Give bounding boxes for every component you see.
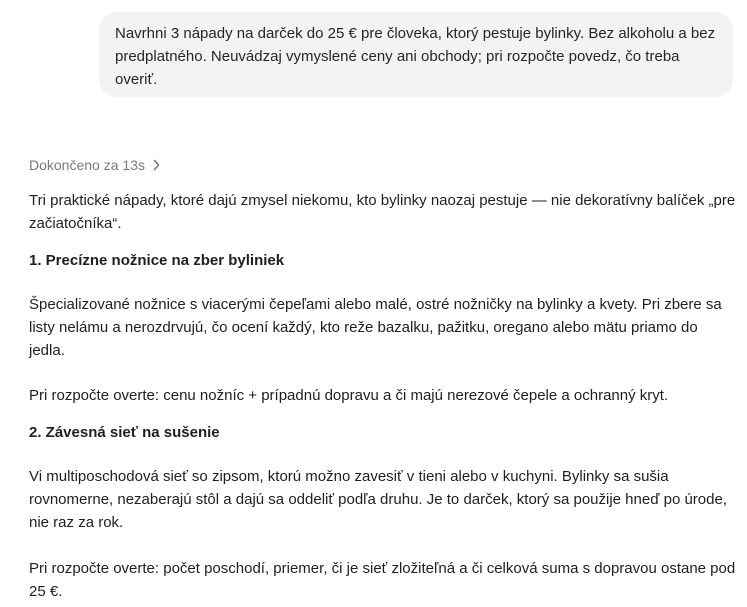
budget-check-1: Pri rozpočte overte: cenu nožníc + prípadnú dopravu a či majú nerezové čepele a ochranný kryt. bbox=[29, 387, 669, 404]
assistant-intro: Tri praktické nápady, ktoré dajú zmysel niekomu, kto bylinky naozaj pestuje — nie dekoratívny balíček „pre začiatočníka“. bbox=[29, 192, 736, 232]
user-message-bubble: Navrhni 3 nápady na darček do 25 € pre človeka, ktorý pestuje bylinky. Bez alkoholu a bez predplatného. Neuvádzaj vymyslené ceny ani obchody; pri rozpočte povedz, čo treba overiť. bbox=[99, 12, 733, 97]
thinking-status-toggle[interactable] bbox=[29, 154, 161, 176]
gift-heading-2: 2. Závesná sieť na sušenie bbox=[29, 424, 220, 441]
chevron-right-icon bbox=[152, 159, 161, 171]
gift-heading-1: 1. Precízne nožnice na zber byliniek bbox=[29, 252, 285, 269]
budget-check-2: Pri rozpočte overte: počet poschodí, priemer, či je sieť zložiteľná a či celková suma s dopravou ostane pod 25 €. bbox=[29, 560, 736, 600]
gift-description-1: Špecializované nožnice s viacerými čepeľami alebo malé, ostré nožničky na bylinky a kvety. Pri zbere sa listy nelámu a nerozdrvujú, čo ocení každý, kto reže bazalku, pažitku, oregano alebo mätu priamo do jedla. bbox=[29, 296, 722, 359]
thinking-status-label: Dokončeno za 13s bbox=[29, 157, 145, 173]
gift-description-2: Vi multiposchodová sieť so zipsom, ktorú možno zavesiť v tieni alebo v kuchyni. Bylinky sa sušia rovnomerne, nezaberajú stôl a dajú sa oddeliť podľa druhu. Je to darček, ktorý sa použije hneď po úrode, nie raz za rok. bbox=[29, 468, 727, 531]
